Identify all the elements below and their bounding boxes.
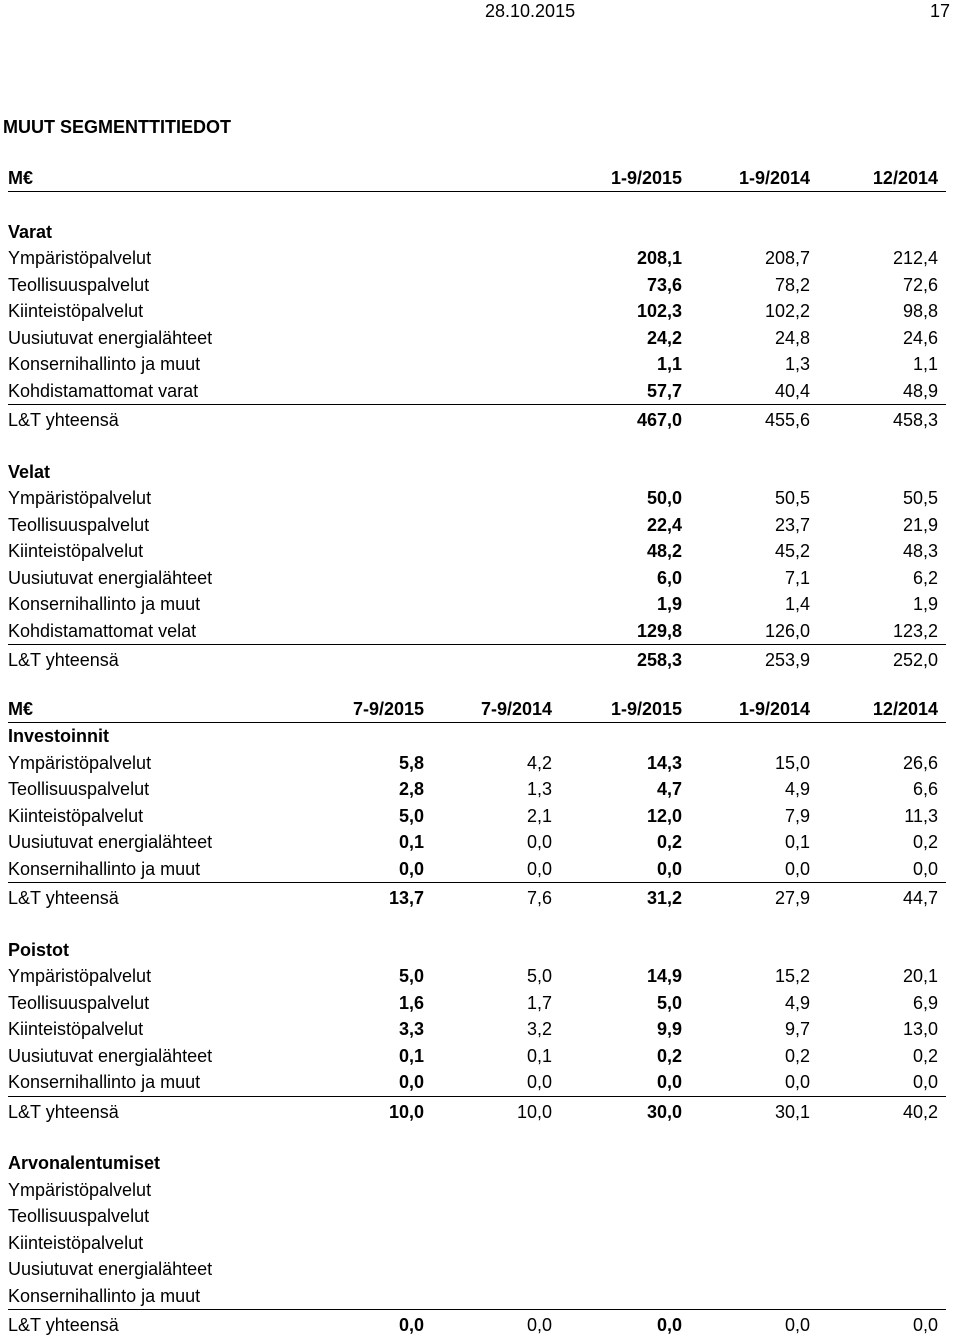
row-label: Uusiutuvat energialähteet <box>8 832 213 852</box>
table-row <box>8 538 946 565</box>
total-label: L&T yhteensä <box>8 1101 119 1122</box>
row-value: 0,1 <box>398 1045 424 1066</box>
row-label: Ympäristöpalvelut <box>8 248 152 268</box>
row-value: 208,7 <box>764 248 810 268</box>
table-row <box>8 351 946 378</box>
row-value: 129,8 <box>636 620 682 641</box>
table-row <box>8 485 946 512</box>
table-row <box>8 1256 946 1283</box>
row-label: Kiinteistöpalvelut <box>8 1019 144 1039</box>
row-value: 1,4 <box>784 594 810 614</box>
row-value: 3,3 <box>398 1019 424 1039</box>
row-value: 24,6 <box>902 327 938 348</box>
section-spacer <box>8 192 946 219</box>
row-value: 45,2 <box>774 541 810 561</box>
section-heading <box>8 723 946 750</box>
table-row <box>8 856 946 883</box>
total-value: 253,9 <box>764 650 810 670</box>
table-row <box>8 1016 946 1043</box>
page-number: 17 <box>929 1 950 21</box>
row-value: 12,0 <box>646 805 682 826</box>
row-label: Teollisuuspalvelut <box>8 274 150 295</box>
table-header-row <box>8 696 946 723</box>
table-row <box>8 750 946 777</box>
table-row <box>8 803 946 830</box>
row-value: 9,7 <box>784 1019 810 1039</box>
row-value: 1,9 <box>912 594 938 614</box>
row-value: 5,0 <box>398 805 424 826</box>
table-row <box>8 591 946 618</box>
total-value: 31,2 <box>646 888 682 908</box>
table-row <box>8 1283 946 1310</box>
total-row <box>8 1309 946 1337</box>
row-value: 0,2 <box>784 1045 810 1066</box>
page-title: MUUT SEGMENTTITIEDOT <box>3 117 231 137</box>
row-label: Konsernihallinto ja muut <box>8 1072 201 1092</box>
table-header-row <box>8 165 946 192</box>
row-value: 48,3 <box>902 541 938 561</box>
row-value: 1,9 <box>656 594 682 614</box>
section-spacer <box>8 910 946 937</box>
total-value: 0,0 <box>398 1315 424 1335</box>
row-value: 5,0 <box>656 992 682 1013</box>
row-value: 1,6 <box>398 992 424 1013</box>
section-spacer <box>8 1124 946 1151</box>
table-row <box>8 1177 946 1204</box>
row-value: 4,9 <box>784 779 810 799</box>
total-value: 0,0 <box>784 1315 810 1335</box>
total-value: 458,3 <box>892 410 938 430</box>
row-value: 0,0 <box>784 858 810 879</box>
row-value: 50,5 <box>774 488 810 508</box>
column-header: 7-9/2014 <box>480 699 552 719</box>
row-label: Konsernihallinto ja muut <box>8 858 201 879</box>
row-label: Kohdistamattomat varat <box>8 380 199 401</box>
row-value: 102,3 <box>636 301 682 321</box>
row-value: 4,9 <box>784 992 810 1013</box>
table-row <box>8 1069 946 1096</box>
row-value: 0,0 <box>398 858 424 879</box>
section-heading <box>8 1150 946 1177</box>
row-value: 4,2 <box>526 752 552 773</box>
total-value: 44,7 <box>902 888 938 908</box>
total-row <box>8 882 946 910</box>
row-value: 0,0 <box>526 832 552 852</box>
table-row <box>8 1230 946 1257</box>
row-value: 1,7 <box>526 992 552 1013</box>
total-value: 0,0 <box>912 1315 938 1335</box>
row-value: 2,8 <box>398 779 424 799</box>
row-value: 11,3 <box>904 805 938 826</box>
row-value: 23,7 <box>774 514 810 535</box>
row-label: Teollisuuspalvelut <box>8 514 150 535</box>
table-row <box>8 378 946 405</box>
total-value: 27,9 <box>774 888 810 908</box>
row-value: 7,1 <box>784 567 810 588</box>
row-value: 14,9 <box>646 966 682 986</box>
row-value: 5,8 <box>398 752 424 773</box>
row-label: Ympäristöpalvelut <box>8 488 152 508</box>
row-value: 0,0 <box>784 1072 810 1092</box>
unit-label: M€ <box>8 699 34 719</box>
row-value: 14,3 <box>646 752 682 773</box>
column-header: 7-9/2015 <box>352 699 424 719</box>
row-value: 1,1 <box>912 354 938 374</box>
total-row <box>8 404 946 432</box>
row-value: 0,0 <box>656 1072 682 1092</box>
row-value: 6,0 <box>656 567 682 588</box>
balance-sheet-segment-table <box>8 165 946 672</box>
row-label: Uusiutuvat energialähteet <box>8 567 213 588</box>
row-value: 50,5 <box>902 488 938 508</box>
row-value: 72,6 <box>902 274 938 295</box>
row-value: 3,2 <box>526 1019 552 1039</box>
table-row <box>8 829 946 856</box>
row-value: 15,0 <box>774 752 810 773</box>
total-value: 10,0 <box>388 1101 424 1122</box>
row-value: 24,8 <box>774 327 810 348</box>
row-value: 24,2 <box>646 327 682 348</box>
total-value: 0,0 <box>526 1315 552 1335</box>
row-value: 78,2 <box>774 274 810 295</box>
row-value: 4,7 <box>656 779 682 799</box>
table-row <box>8 1043 946 1070</box>
row-value: 5,0 <box>398 966 424 986</box>
row-value: 73,6 <box>646 274 682 295</box>
row-label: Teollisuuspalvelut <box>8 1206 150 1226</box>
row-label: Uusiutuvat energialähteet <box>8 1045 213 1066</box>
table-row <box>8 565 946 592</box>
total-row <box>8 1096 946 1124</box>
row-value: 0,2 <box>912 1045 938 1066</box>
row-value: 0,0 <box>656 858 682 879</box>
row-label: Kiinteistöpalvelut <box>8 805 144 826</box>
row-value: 0,0 <box>526 858 552 879</box>
total-value: 0,0 <box>656 1315 682 1335</box>
row-label: Konsernihallinto ja muut <box>8 1285 201 1306</box>
row-value: 57,7 <box>646 380 682 401</box>
total-label: L&T yhteensä <box>8 1315 119 1335</box>
row-value: 126,0 <box>764 620 810 641</box>
row-value: 212,4 <box>892 248 938 268</box>
row-value: 40,4 <box>774 380 810 401</box>
table-row <box>8 325 946 352</box>
table-row <box>8 272 946 299</box>
row-label: Konsernihallinto ja muut <box>8 594 201 614</box>
total-row <box>8 644 946 672</box>
section-title: Poistot <box>8 939 69 960</box>
total-value: 455,6 <box>764 410 810 430</box>
table-row <box>8 776 946 803</box>
total-value: 30,1 <box>774 1101 810 1122</box>
column-header: 12/2014 <box>872 699 938 719</box>
row-value: 48,2 <box>646 541 682 561</box>
row-value: 15,2 <box>774 966 810 986</box>
unit-label: M€ <box>8 168 34 188</box>
row-value: 98,8 <box>902 301 938 321</box>
total-value: 40,2 <box>902 1101 938 1122</box>
table-row <box>8 963 946 990</box>
row-value: 0,0 <box>526 1072 552 1092</box>
row-label: Kiinteistöpalvelut <box>8 541 144 561</box>
total-value: 13,7 <box>388 888 424 908</box>
total-label: L&T yhteensä <box>8 650 119 670</box>
table-row <box>8 512 946 539</box>
row-label: Kiinteistöpalvelut <box>8 1232 144 1253</box>
section-title: Investoinnit <box>8 726 110 746</box>
section-title: Velat <box>8 461 51 482</box>
row-value: 0,0 <box>912 858 938 879</box>
row-value: 6,2 <box>912 567 938 588</box>
row-value: 1,1 <box>656 354 682 374</box>
total-label: L&T yhteensä <box>8 888 119 908</box>
total-value: 252,0 <box>892 650 938 670</box>
section-title: Varat <box>8 221 53 242</box>
row-value: 21,9 <box>902 514 938 535</box>
section-heading <box>8 219 946 246</box>
report-date: 28.10.2015 <box>485 1 576 21</box>
section-heading <box>8 937 946 964</box>
row-value: 0,1 <box>784 832 810 852</box>
row-value: 0,1 <box>398 832 424 852</box>
total-value: 30,0 <box>646 1101 682 1122</box>
row-value: 6,6 <box>912 779 938 799</box>
column-header: 1-9/2015 <box>610 699 682 719</box>
row-value: 123,2 <box>892 620 938 641</box>
table-row <box>8 1203 946 1230</box>
row-value: 0,2 <box>912 832 938 852</box>
row-value: 50,0 <box>646 488 682 508</box>
investments-depreciation-table <box>8 696 946 1337</box>
row-value: 2,1 <box>526 805 552 826</box>
row-value: 1,3 <box>526 779 552 799</box>
row-label: Kiinteistöpalvelut <box>8 301 144 321</box>
row-value: 7,9 <box>784 805 810 826</box>
row-value: 208,1 <box>636 248 682 268</box>
row-label: Kohdistamattomat velat <box>8 620 197 641</box>
row-value: 0,0 <box>398 1072 424 1092</box>
section-heading <box>8 459 946 486</box>
row-label: Ympäristöpalvelut <box>8 752 152 773</box>
row-value: 5,0 <box>526 966 552 986</box>
row-label: Konsernihallinto ja muut <box>8 354 201 374</box>
table-row <box>8 618 946 645</box>
section-spacer <box>8 432 946 459</box>
row-value: 0,2 <box>656 832 682 852</box>
row-value: 0,2 <box>656 1045 682 1066</box>
row-value: 102,2 <box>764 301 810 321</box>
column-header: 1-9/2015 <box>610 168 682 188</box>
column-header: 1-9/2014 <box>738 699 810 719</box>
row-value: 6,9 <box>912 992 938 1013</box>
total-value: 467,0 <box>636 410 682 430</box>
row-label: Ympäristöpalvelut <box>8 966 152 986</box>
total-value: 7,6 <box>526 888 552 908</box>
row-value: 1,3 <box>784 354 810 374</box>
total-value: 258,3 <box>636 650 682 670</box>
section-title: Arvonalentumiset <box>8 1153 161 1173</box>
column-header: 12/2014 <box>872 168 938 188</box>
total-label: L&T yhteensä <box>8 410 119 430</box>
row-label: Teollisuuspalvelut <box>8 779 150 799</box>
row-label: Ympäristöpalvelut <box>8 1179 152 1200</box>
page-header <box>0 0 960 26</box>
row-value: 9,9 <box>656 1019 682 1039</box>
table-row <box>8 298 946 325</box>
row-label: Uusiutuvat energialähteet <box>8 327 213 348</box>
column-header: 1-9/2014 <box>738 168 810 188</box>
total-value: 10,0 <box>516 1101 552 1122</box>
row-value: 48,9 <box>902 380 938 401</box>
table-row <box>8 245 946 272</box>
row-value: 22,4 <box>646 514 682 535</box>
row-value: 13,0 <box>902 1019 938 1039</box>
row-label: Teollisuuspalvelut <box>8 992 150 1013</box>
row-value: 26,6 <box>902 752 938 773</box>
row-value: 0,0 <box>912 1072 938 1092</box>
row-label: Uusiutuvat energialähteet <box>8 1259 213 1279</box>
table-row <box>8 990 946 1017</box>
row-value: 20,1 <box>902 966 938 986</box>
row-value: 0,1 <box>526 1045 552 1066</box>
